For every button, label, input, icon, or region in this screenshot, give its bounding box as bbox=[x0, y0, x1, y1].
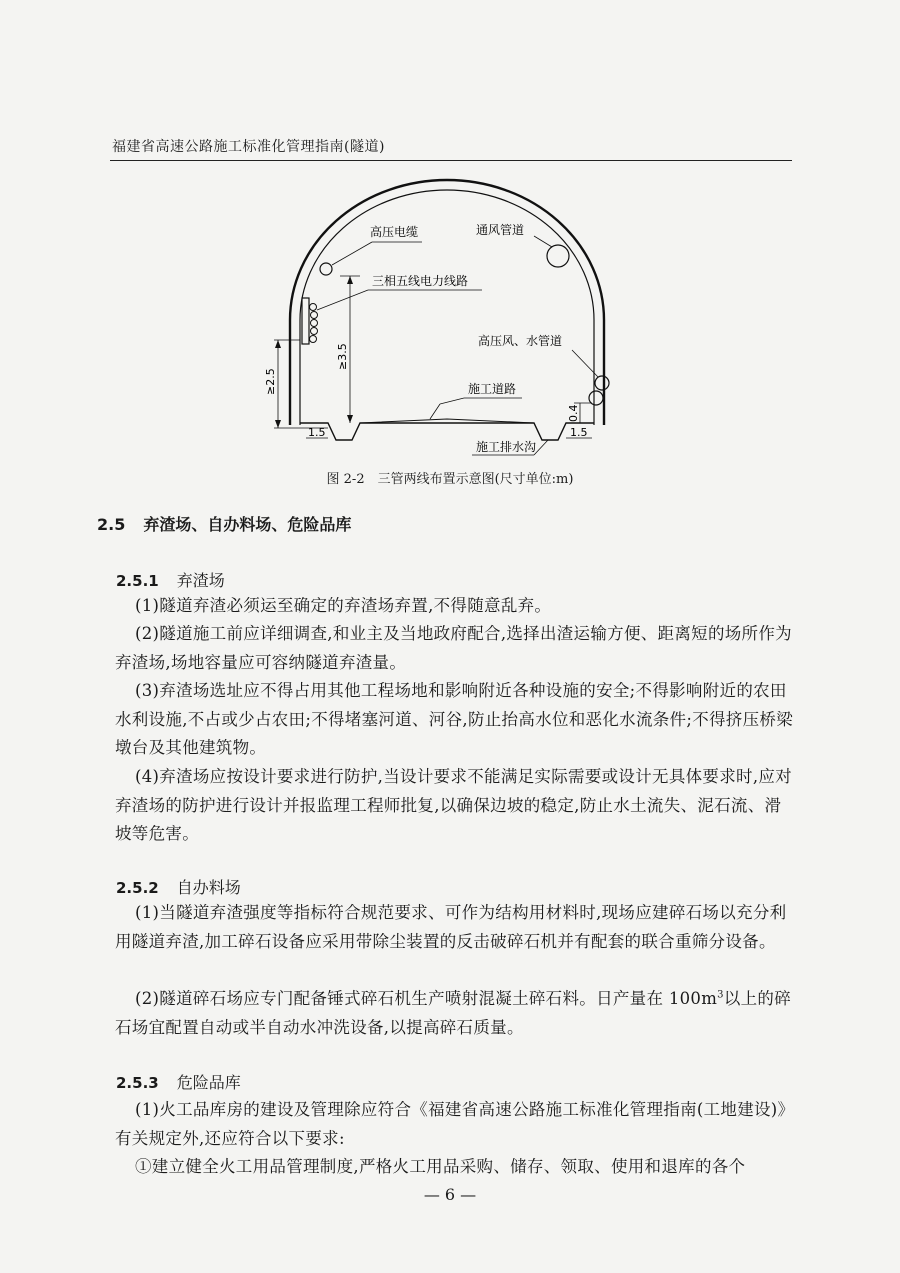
tunnel-diagram bbox=[264, 170, 622, 470]
label-hv-cable: 高压电缆 bbox=[370, 225, 419, 239]
air-pipe-symbol bbox=[595, 376, 609, 390]
paragraph: (2)隧道施工前应详细调查,和业主及当地政府配合,选择出渣运输方便、距离短的场所作为弃渣场,场地容量应可容纳隧道弃渣量。 bbox=[115, 624, 792, 672]
paragraph: (1)隧道弃渣必须运至确定的弃渣场弃置,不得随意乱弃。 bbox=[135, 596, 552, 615]
paragraph: ①建立健全火工用品管理制度,严格火工用品采购、储存、领取、使用和退库的各个 bbox=[135, 1157, 746, 1176]
section-title: 弃渣场、自办料场、危险品库 bbox=[143, 515, 352, 534]
label-drain: 施工排水沟 bbox=[476, 440, 537, 454]
tunnel-diagram-svg bbox=[264, 170, 622, 470]
subheading-title: 自办料场 bbox=[176, 878, 241, 897]
dim-height-3-5: ≥3.5 bbox=[336, 343, 349, 370]
section-number: 2.5 bbox=[97, 515, 126, 534]
subheading-number: 2.5.2 bbox=[116, 879, 159, 897]
subheading-title: 危险品库 bbox=[176, 1073, 241, 1092]
tunnel-inner-arch bbox=[300, 190, 594, 425]
paragraph: (4)弃渣场应按设计要求进行防护,当设计要求不能满足实际需要或设计无具体要求时,应对弃渣场的防护进行设计并报监理工程师批复,以确保边坡的稳定,防止水土流失、泥石流、滑坡等危害。 bbox=[115, 767, 792, 843]
paragraph-text: (2)隧道碎石场应专门配备锤式碎石机生产喷射混凝土碎石料。日产量在 100m bbox=[135, 989, 718, 1008]
paragraph bbox=[115, 985, 795, 1042]
subheading-number: 2.5.1 bbox=[116, 572, 159, 590]
label-vent-pipe: 通风管道 bbox=[476, 223, 525, 237]
label-powerline: 三相五线电力线路 bbox=[372, 274, 469, 288]
label-road: 施工道路 bbox=[468, 382, 517, 396]
subheading-2-5-3 bbox=[116, 1070, 241, 1093]
dim-width-left: 1.5 bbox=[308, 426, 326, 439]
running-header: 福建省高速公路施工标准化管理指南(隧道) bbox=[112, 139, 385, 155]
subheading-2-5-1 bbox=[116, 568, 225, 591]
figure-caption: 图 2-2 三管两线布置示意图(尺寸单位:m) bbox=[326, 472, 574, 487]
dim-width-right: 1.5 bbox=[570, 426, 588, 439]
page-number: — 6 — bbox=[423, 1185, 477, 1204]
vent-pipe-symbol bbox=[547, 245, 569, 267]
dim-height-2-5: ≥2.5 bbox=[264, 368, 277, 395]
subheading-2-5-2 bbox=[116, 875, 241, 898]
paragraph: (1)当隧道弃渣强度等指标符合规范要求、可作为结构用材料时,现场应建碎石场以充分利用隧道弃渣,加工碎石设备应采用带除尘装置的反击破碎石机并有配套的联合重筛分设备。 bbox=[115, 903, 787, 951]
dim-height-0-4: 0.4 bbox=[567, 404, 580, 422]
hv-cable-symbol bbox=[320, 263, 332, 275]
powerline-bracket bbox=[302, 298, 309, 344]
paragraph: (1)火工品库房的建设及管理除应符合《福建省高速公路施工标准化管理指南(工地建设)》有关规定外,还应符合以下要求: bbox=[115, 1100, 795, 1148]
superscript: 3 bbox=[717, 989, 724, 1001]
label-air-water: 高压风、水管道 bbox=[478, 334, 563, 348]
subheading-number: 2.5.3 bbox=[116, 1074, 159, 1092]
paragraph: (3)弃渣场选址应不得占用其他工程场地和影响附近各种设施的安全;不得影响附近的农田水利设施,不占或少占农田;不得堵塞河道、河谷,防止抬高水位和恶化水流条件;不得挤压桥梁墩台及其他建筑物。 bbox=[115, 681, 794, 757]
header-rule bbox=[110, 160, 792, 161]
subheading-title: 弃渣场 bbox=[176, 571, 225, 590]
section-heading bbox=[97, 512, 351, 535]
paragraph-text: 以上的碎石场宜配置自动或半自动水冲洗设备,以提高碎石质量。 bbox=[115, 989, 792, 1037]
road-surface bbox=[300, 423, 594, 440]
